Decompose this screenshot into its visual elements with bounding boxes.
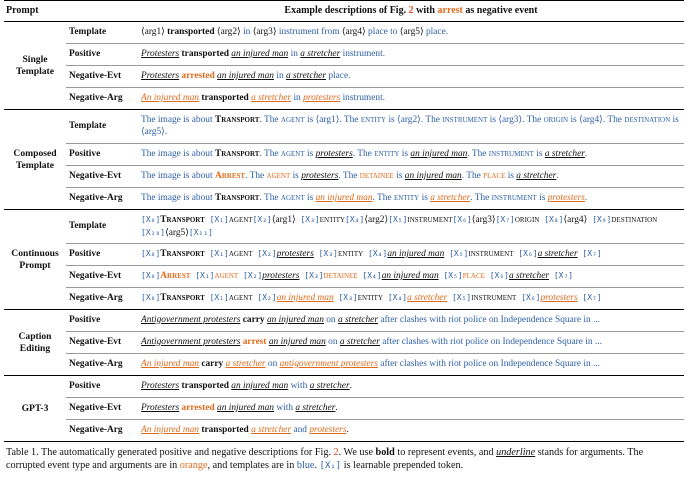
description-segment: agent <box>280 148 305 159</box>
description-segment: a stretcher <box>516 170 557 181</box>
description-segment: is ⟨arg2⟩. The <box>386 114 443 125</box>
description-segment: an injured man <box>381 271 439 282</box>
description-type-label: Negative-Evt <box>66 66 138 88</box>
description-segment: [X₁] <box>204 249 229 259</box>
description-segment: antigovernment protesters <box>279 358 378 369</box>
description-segment: protesters <box>309 424 347 435</box>
description-segment: [X₀] <box>141 293 161 303</box>
description-segment: is <box>533 148 545 159</box>
description-segment: agent <box>280 114 305 125</box>
description-type-label: Negative-Evt <box>66 166 138 188</box>
prompt-group-label: GPT-3 <box>4 376 66 442</box>
description-segment: is ⟨arg1⟩. The <box>304 114 361 125</box>
description-segment: transported <box>181 380 229 391</box>
description-segment: place <box>483 170 506 181</box>
description-segment: entity <box>357 293 384 304</box>
description-type-label: Template <box>66 22 138 44</box>
description-type-label: Negative-Arg <box>66 88 138 110</box>
description-segment: ⟨arg1⟩ <box>271 214 296 225</box>
description-segment: an injured man <box>404 170 462 181</box>
table-body <box>4 22 684 442</box>
description-text <box>138 354 684 376</box>
description-text <box>138 244 684 266</box>
description-segment: an injured man <box>410 148 468 159</box>
table-row <box>4 244 684 266</box>
description-segment: ⟨arg1⟩ <box>141 26 168 37</box>
description-segment: a stretcher <box>251 92 292 103</box>
description-segment: [X₅] <box>438 271 463 281</box>
description-segment: origin <box>543 114 569 125</box>
description-type-label: Positive <box>66 44 138 66</box>
description-segment: . The <box>470 192 492 203</box>
caption-part-5: , and templates are in <box>207 460 295 471</box>
description-segment: a stretcher <box>337 314 378 325</box>
description-segment: entity <box>374 148 400 159</box>
prompt-group-label: Caption Editing <box>4 310 66 376</box>
description-segment: in <box>274 70 286 81</box>
description-segment: agent <box>228 214 253 225</box>
description-segment: entity <box>319 214 346 225</box>
description-segment: an injured man <box>276 293 334 304</box>
description-segment: The image is about <box>141 148 215 159</box>
description-segment: . <box>349 380 352 391</box>
description-segment: The image is about <box>141 114 215 125</box>
description-text <box>138 66 684 88</box>
description-segment: ⟨arg4⟩ <box>563 214 588 225</box>
descriptions-table <box>4 0 684 442</box>
description-type-label: Positive <box>66 144 138 166</box>
description-segment: Transport <box>160 249 205 260</box>
description-segment: [X₄] <box>363 249 388 259</box>
description-segment: instrument <box>407 214 453 225</box>
caption-fig-ref[interactable]: 2 <box>333 447 339 458</box>
caption-token: [Xᵢ] <box>319 461 342 471</box>
description-segment: [X₆] <box>484 271 509 281</box>
description-segment: Protesters <box>141 70 180 81</box>
description-segment: [X₃] <box>295 214 320 224</box>
description-segment: an injured man <box>315 192 373 203</box>
table-row <box>4 144 684 166</box>
description-segment: is ⟨arg3⟩. The <box>487 114 544 125</box>
description-segment: ⟨arg2⟩ <box>214 26 244 37</box>
description-segment: place. <box>326 70 351 81</box>
description-segment: ⟨arg3⟩ <box>252 26 279 37</box>
description-segment: place <box>462 271 485 282</box>
description-text <box>138 420 684 442</box>
description-segment: an injured man <box>268 336 326 347</box>
description-segment: [X₄] <box>357 271 382 281</box>
description-type-label: Negative-Arg <box>66 188 138 210</box>
description-segment: instrument <box>488 148 534 159</box>
description-segment: [X₇] <box>495 214 515 224</box>
description-segment: is <box>505 170 517 181</box>
description-segment: Protesters <box>141 380 180 391</box>
description-segment: Protesters <box>141 48 180 59</box>
description-text <box>138 22 684 44</box>
description-segment: instrument. <box>340 92 386 103</box>
description-segment: Arrest <box>214 170 246 181</box>
description-segment: ⟨arg4⟩ <box>341 26 369 37</box>
description-segment: a stretcher <box>407 293 448 304</box>
table-row <box>4 398 684 420</box>
caption-part-3: to represent events, and <box>397 447 494 458</box>
description-segment: after clashes with riot police on Independence Square in ... <box>379 336 602 347</box>
table-row <box>4 354 684 376</box>
description-segment: in <box>288 48 301 59</box>
description-text <box>138 332 684 354</box>
table-row <box>4 376 684 398</box>
table-row <box>4 210 684 244</box>
description-type-label: Negative-Evt <box>66 398 138 420</box>
description-segment: on <box>325 336 340 347</box>
description-segment: protesters <box>301 170 339 181</box>
description-segment: [X₆] <box>516 293 541 303</box>
description-segment: [X₉] <box>587 214 612 224</box>
description-segment: a stretcher <box>509 271 550 282</box>
description-segment: . The <box>259 148 281 159</box>
description-segment: protesters <box>547 192 585 203</box>
header-fig-ref[interactable]: 2 <box>408 5 414 17</box>
description-segment: Transport <box>214 114 260 125</box>
caption-part-1: Table 1. The automatically generated positive and negative descriptions for Fig. <box>6 447 331 458</box>
description-segment: is <box>290 170 302 181</box>
description-segment: is <box>304 192 316 203</box>
description-segment: [X₅] <box>444 249 469 259</box>
description-segment: The image is about <box>141 170 215 181</box>
description-segment: arrested <box>181 70 215 81</box>
description-segment: [X₆] <box>513 249 538 259</box>
table-row <box>4 310 684 332</box>
table-row <box>4 166 684 188</box>
description-segment: on <box>265 358 280 369</box>
description-segment: instrument <box>468 249 514 260</box>
description-segment: Antigovernment protesters <box>141 336 241 347</box>
description-segment: agent <box>228 249 253 260</box>
description-segment: arrested <box>181 402 215 413</box>
description-segment: and <box>291 424 310 435</box>
caption-blue-word: blue <box>296 460 315 471</box>
description-segment: a stretcher <box>537 249 578 260</box>
description-segment: entity <box>393 192 420 203</box>
description-text <box>138 376 684 398</box>
description-segment: agent <box>280 192 305 203</box>
description-segment: origin <box>514 214 540 225</box>
description-segment: . <box>335 402 338 413</box>
description-text <box>138 398 684 420</box>
description-segment: instrument from <box>278 26 342 37</box>
description-segment: [X₁] <box>204 293 229 303</box>
description-segment: . <box>556 170 559 181</box>
description-segment: carry <box>201 358 224 369</box>
description-segment: Antigovernment protesters <box>141 314 241 325</box>
caption-part-2: . We use <box>338 447 373 458</box>
table-row <box>4 44 684 66</box>
description-text <box>138 310 684 332</box>
description-segment: protesters <box>303 92 341 103</box>
description-segment: [X₃] <box>333 293 358 303</box>
description-segment: An injured man <box>141 424 199 435</box>
description-segment: in <box>291 92 304 103</box>
description-segment: The image is about <box>141 192 215 203</box>
description-segment: transported <box>201 92 249 103</box>
description-segment: an injured man <box>266 314 324 325</box>
description-segment: with <box>288 380 310 391</box>
table-row <box>4 332 684 354</box>
table-row <box>4 288 684 310</box>
description-segment: [X₄] <box>383 293 408 303</box>
table-caption <box>6 446 682 473</box>
description-segment: instrument <box>491 192 537 203</box>
description-segment: agent <box>228 293 253 304</box>
description-type-label: Positive <box>66 244 138 266</box>
description-segment: . The <box>245 170 267 181</box>
description-text <box>138 44 684 66</box>
description-segment: [X₈] <box>539 214 564 224</box>
description-segment: is <box>419 192 431 203</box>
description-segment: [X₇] <box>577 249 602 259</box>
description-segment: detainee <box>359 170 394 181</box>
description-segment: arrest <box>242 336 267 347</box>
description-text <box>138 88 684 110</box>
description-segment: . The <box>461 170 484 181</box>
description-segment: [X₄] <box>345 214 365 224</box>
description-type-label: Negative-Arg <box>66 288 138 310</box>
description-segment: a stretcher <box>300 48 341 59</box>
table-row <box>4 88 684 110</box>
description-segment: transported <box>181 48 229 59</box>
description-segment: [X₂] <box>252 293 277 303</box>
description-text <box>138 210 684 244</box>
description-segment: [X₁₀] <box>141 227 166 237</box>
table-row <box>4 266 684 288</box>
description-segment: [X₂] <box>252 214 272 224</box>
caption-part-6: . <box>314 460 317 471</box>
description-segment: [X₅] <box>388 214 408 224</box>
caption-bold-word: bold <box>375 447 395 458</box>
description-segment: destination <box>611 214 658 225</box>
description-segment: after clashes with riot police on Independence Square in ... <box>377 314 601 325</box>
description-segment: a stretcher <box>309 380 350 391</box>
description-text <box>138 110 684 144</box>
description-segment: an injured man <box>231 380 289 391</box>
description-segment: is <box>304 148 316 159</box>
table-row <box>4 66 684 88</box>
prompt-group-label: Composed Template <box>4 110 66 210</box>
description-type-label: Positive <box>66 310 138 332</box>
header-prompt: Prompt <box>4 1 138 22</box>
description-segment: is ⟨arg4⟩. The <box>568 114 625 125</box>
description-segment: [X₃] <box>299 271 324 281</box>
description-segment: entity <box>360 114 387 125</box>
description-segment: [X₂] <box>238 271 263 281</box>
description-segment: is <box>536 192 548 203</box>
description-segment: [X₁₁] <box>188 227 213 237</box>
description-segment: . The <box>352 148 375 159</box>
description-segment: [X₁] <box>204 214 229 224</box>
prompt-group-label: Continuous Prompt <box>4 210 66 310</box>
description-segment: . <box>346 424 349 435</box>
description-segment: a stretcher <box>339 336 380 347</box>
description-segment: instrument <box>471 293 517 304</box>
description-type-label: Positive <box>66 376 138 398</box>
description-segment: [X₁] <box>190 271 215 281</box>
description-segment: an injured man <box>231 48 289 59</box>
description-text <box>138 144 684 166</box>
description-segment: a stretcher <box>295 402 336 413</box>
description-segment: is <box>399 148 411 159</box>
description-segment: a stretcher <box>544 148 585 159</box>
description-segment: protesters <box>315 148 353 159</box>
description-type-label: Negative-Arg <box>66 420 138 442</box>
description-segment: with <box>274 402 296 413</box>
caption-orange-word: orange <box>179 460 208 471</box>
description-segment: . <box>584 148 588 159</box>
description-segment: ⟨arg2⟩ <box>364 214 389 225</box>
description-segment: transported <box>167 26 215 37</box>
description-segment: . The <box>259 192 281 203</box>
description-segment: [X₂] <box>252 249 277 259</box>
description-segment: . The <box>338 170 360 181</box>
description-segment: protesters <box>262 271 300 282</box>
description-segment: is <box>393 170 405 181</box>
table-row <box>4 110 684 144</box>
description-segment: a stretcher <box>225 358 266 369</box>
description-segment: [X₇] <box>577 293 602 303</box>
description-text <box>138 288 684 310</box>
description-type-label: Negative-Arg <box>66 354 138 376</box>
description-segment: instrument. <box>340 48 386 59</box>
table-row <box>4 188 684 210</box>
description-segment: an injured man <box>387 249 445 260</box>
table-row <box>4 420 684 442</box>
description-segment: [X₀] <box>141 271 161 281</box>
description-segment: agent <box>266 170 291 181</box>
description-segment: transported <box>201 424 249 435</box>
description-type-label: Negative-Evt <box>66 266 138 288</box>
description-segment: [X₀] <box>141 249 161 259</box>
caption-part-4: stands for arguments. The corrupted event type and arguments are in <box>6 447 644 471</box>
description-segment: entity <box>337 249 364 260</box>
description-segment: . <box>584 192 588 203</box>
caption-part-7: is learnable prepended token. <box>343 460 464 471</box>
description-segment: protesters <box>276 249 314 260</box>
header-title-mid: with <box>416 5 435 17</box>
description-text <box>138 188 684 210</box>
description-type-label: Template <box>66 110 138 144</box>
table-header-row <box>4 1 684 22</box>
description-segment: An injured man <box>141 92 199 103</box>
description-segment: ⟨arg3⟩ <box>471 214 496 225</box>
description-segment: . The <box>467 148 489 159</box>
description-segment: . The <box>259 114 281 125</box>
description-text <box>138 266 684 288</box>
description-segment: detainee <box>323 271 358 282</box>
description-type-label: Template <box>66 210 138 244</box>
table-row <box>4 22 684 44</box>
description-segment: after clashes with riot police on Independence Square in ... <box>377 358 601 369</box>
description-segment: An injured man <box>141 358 199 369</box>
description-segment: [X₆] <box>452 214 472 224</box>
description-segment: is ⟨arg5⟩. <box>141 114 679 137</box>
description-segment: . The <box>372 192 394 203</box>
description-segment: a stretcher <box>285 70 326 81</box>
description-segment: destination <box>624 114 671 125</box>
description-segment: [X₇] <box>549 271 574 281</box>
description-segment: in <box>243 26 253 37</box>
description-type-label: Negative-Evt <box>66 332 138 354</box>
header-title-post: as negative event <box>465 5 538 17</box>
description-segment: Protesters <box>141 402 180 413</box>
description-segment: ⟨arg5⟩ <box>399 26 426 37</box>
description-segment: Transport <box>214 148 260 159</box>
description-segment: Transport <box>160 293 205 304</box>
description-segment: [X₅] <box>447 293 472 303</box>
description-segment: [X₀] <box>141 214 161 224</box>
caption-underline-word: underline <box>496 447 536 458</box>
description-segment: an injured man <box>217 402 274 413</box>
header-title-pre: Example descriptions of Fig. <box>284 5 407 17</box>
description-text <box>138 166 684 188</box>
description-segment: instrument <box>442 114 488 125</box>
description-segment: place. <box>425 26 449 37</box>
header-title <box>138 1 684 22</box>
header-event: arrest <box>437 5 463 17</box>
description-segment: place to <box>368 26 400 37</box>
description-segment: a stretcher <box>430 192 471 203</box>
description-segment: protesters <box>540 293 578 304</box>
description-segment: a stretcher <box>251 424 292 435</box>
description-segment: ⟨arg5⟩ <box>165 227 189 238</box>
description-segment: an injured man <box>217 70 274 81</box>
description-segment: Transport <box>214 192 260 203</box>
description-segment: agent <box>214 271 239 282</box>
description-segment: carry <box>242 314 265 325</box>
description-segment: Arrest <box>160 271 191 282</box>
description-segment: on <box>323 314 338 325</box>
description-segment: Transport <box>160 214 205 225</box>
prompt-group-label: Single Template <box>4 22 66 110</box>
description-segment: [X₃] <box>313 249 338 259</box>
